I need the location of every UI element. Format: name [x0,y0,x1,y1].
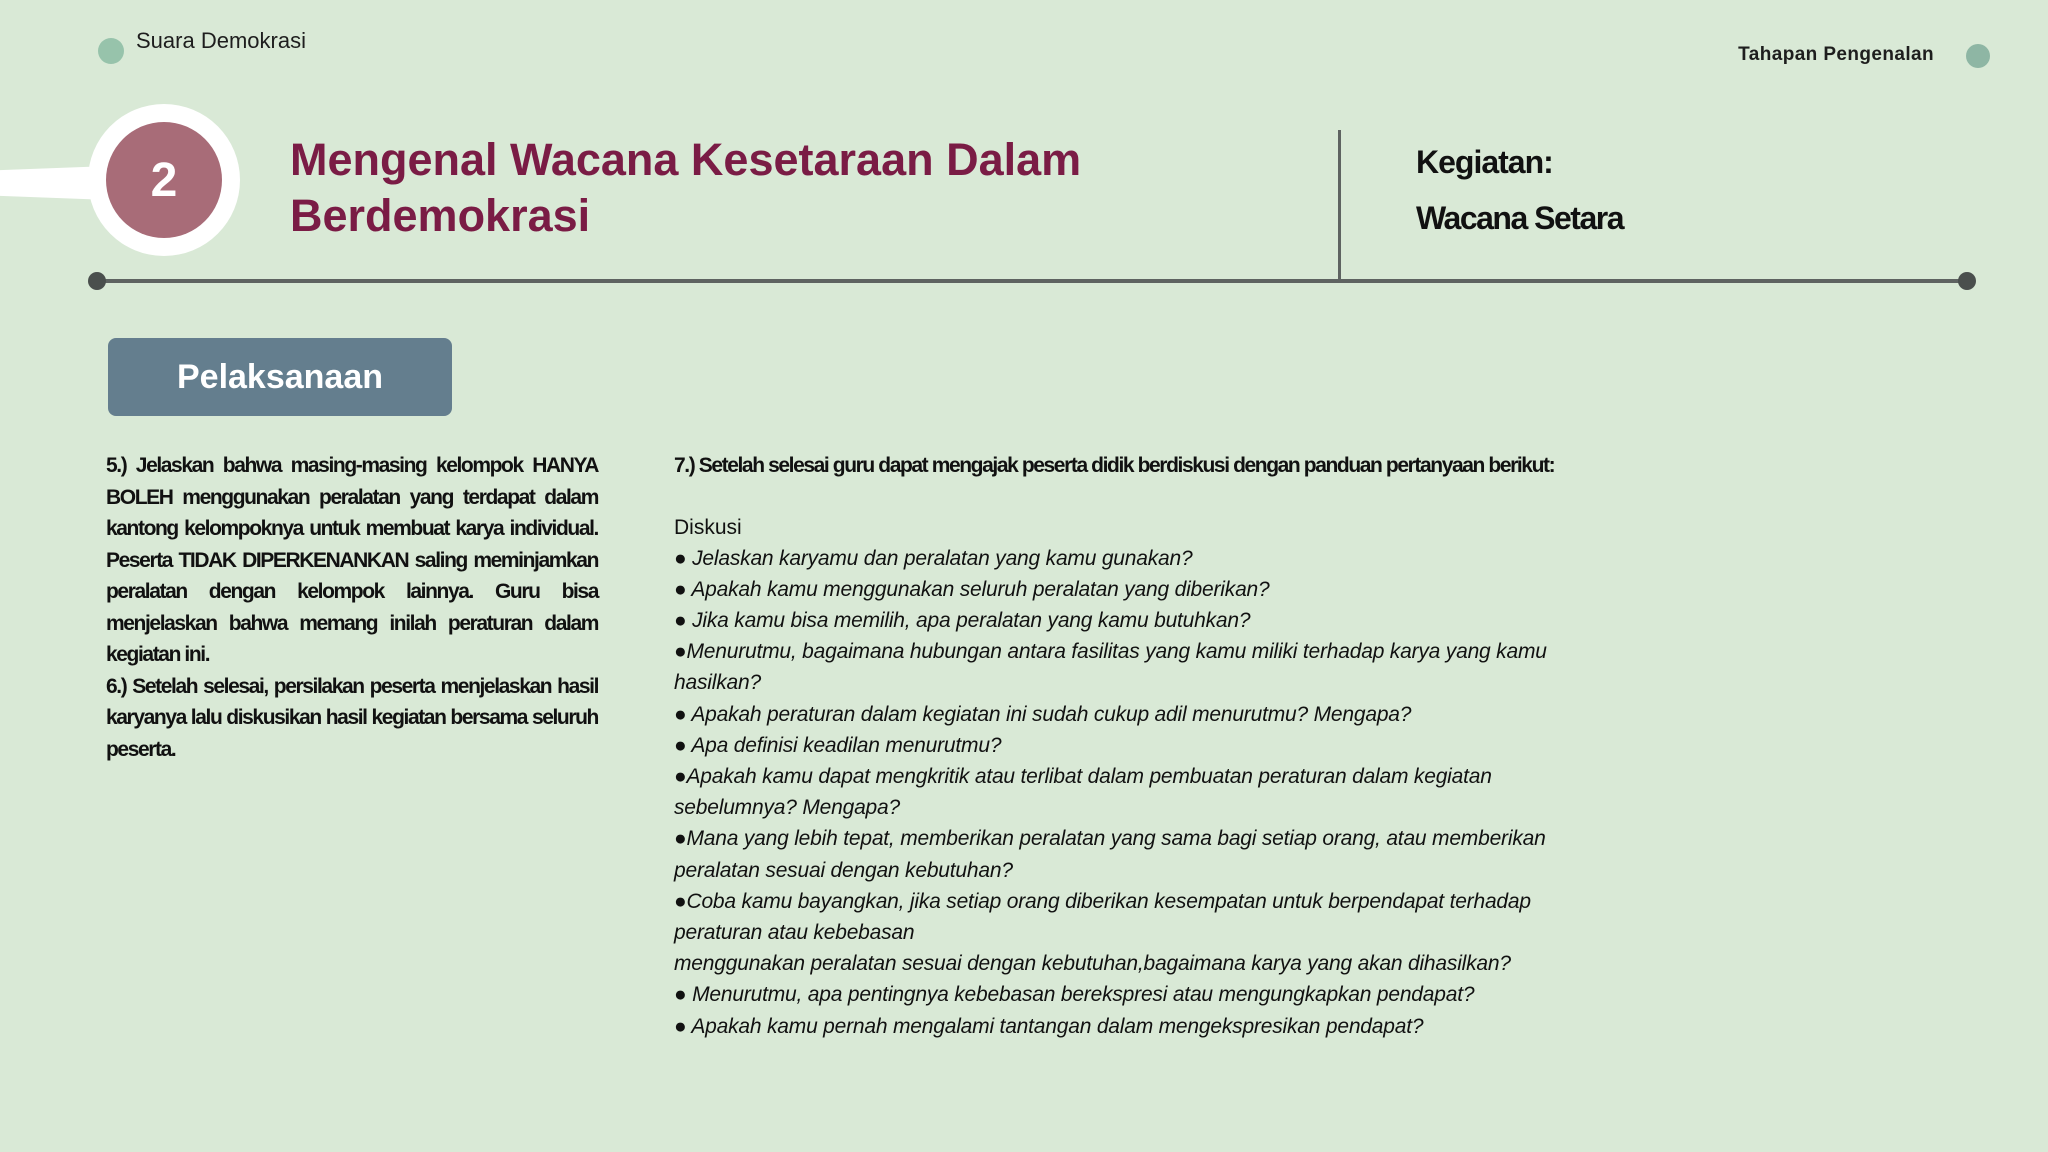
discussion-question: ● Apakah peraturan dalam kegiatan ini sudah cukup adil menurutmu? Mengapa? [674,702,1412,726]
discussion-question: ● Jika kamu bisa memilih, apa peralatan yang kamu butuhkan? [674,608,1251,632]
kegiatan-label: Kegiatan: [1416,144,1553,180]
discussion-question: ● Apa definisi keadilan menurutmu? [674,733,1002,757]
discussion-question: ●Coba kamu bayangkan, jika setiap orang diberikan kesempatan untuk berpendapat terhadap peraturan atau kebebasan [674,889,1531,944]
kegiatan-value: Wacana Setara [1416,200,1623,236]
instructions-left [106,450,598,765]
rule-endpoint-right [1958,272,1976,290]
discussion-question: ● Jelaskan karyamu dan peralatan yang kamu gunakan? [674,546,1193,570]
discussion-question: ●Mana yang lebih tepat, memberikan peralatan yang sama bagi setiap orang, atau memberikan peralatan sesuai dengan kebutuhan? [674,827,1546,882]
step-6-text: 6.) Setelah selesai, persilakan peserta menjelaskan hasil karyanya lalu diskusikan hasil kegiatan bersama seluruh peserta. [106,674,598,761]
discussion-title: Diskusi [674,515,742,539]
header-rule [96,279,1966,283]
module-title: Mengenal Wacana Kesetaraan Dalam Berdemokrasi [290,134,1082,241]
instructions-right [674,450,1574,1042]
step-5-text: 5.) Jelaskan bahwa masing-masing kelompok HANYA BOLEH menggunakan peralatan yang terdapat dalam kantong kelompoknya untuk membuat karya individual. Peserta TIDAK DIPERKENANKAN saling meminjamkan peralatan dengan kelompok lainnya. Guru bisa menjelaskan bahwa memang inilah peraturan dalam kegiatan ini. [106,454,598,666]
discussion-question: menggunakan peralatan sesuai dengan kebutuhan,bagaimana karya yang akan dihasilkan? [674,952,1511,976]
module-number-badge: 2 [106,122,222,238]
discussion-question: ●Menurutmu, bagaimana hubungan antara fasilitas yang kamu miliki terhadap karya yang kamu hasilkan? [674,640,1547,695]
brand-dot [98,38,124,64]
discussion-question: ● Menurutmu, apa pentingnya kebebasan berekspresi atau mengungkapkan pendapat? [674,983,1475,1007]
stage-dot [1966,44,1990,68]
step-7-text: 7.) Setelah selesai guru dapat mengajak peserta didik berdiskusi dengan panduan pertanyaan berikut: [674,454,1555,477]
discussion-question: ● Apakah kamu menggunakan seluruh peralatan yang diberikan? [674,577,1270,601]
header-divider [1338,130,1341,280]
rule-endpoint-left [88,272,106,290]
discussion-question: ● Apakah kamu pernah mengalami tantangan dalam mengekspresikan pendapat? [674,1014,1424,1038]
brand-name: Suara Demokrasi [136,28,306,53]
discussion-question: ●Apakah kamu dapat mengkritik atau terlibat dalam pembuatan peraturan dalam kegiatan sebelumnya? Mengapa? [674,764,1492,820]
discussion-questions [674,543,1574,1042]
stage-label: Tahapan Pengenalan [1738,44,1934,65]
section-tag-pelaksanaan: Pelaksanaan [108,338,452,416]
